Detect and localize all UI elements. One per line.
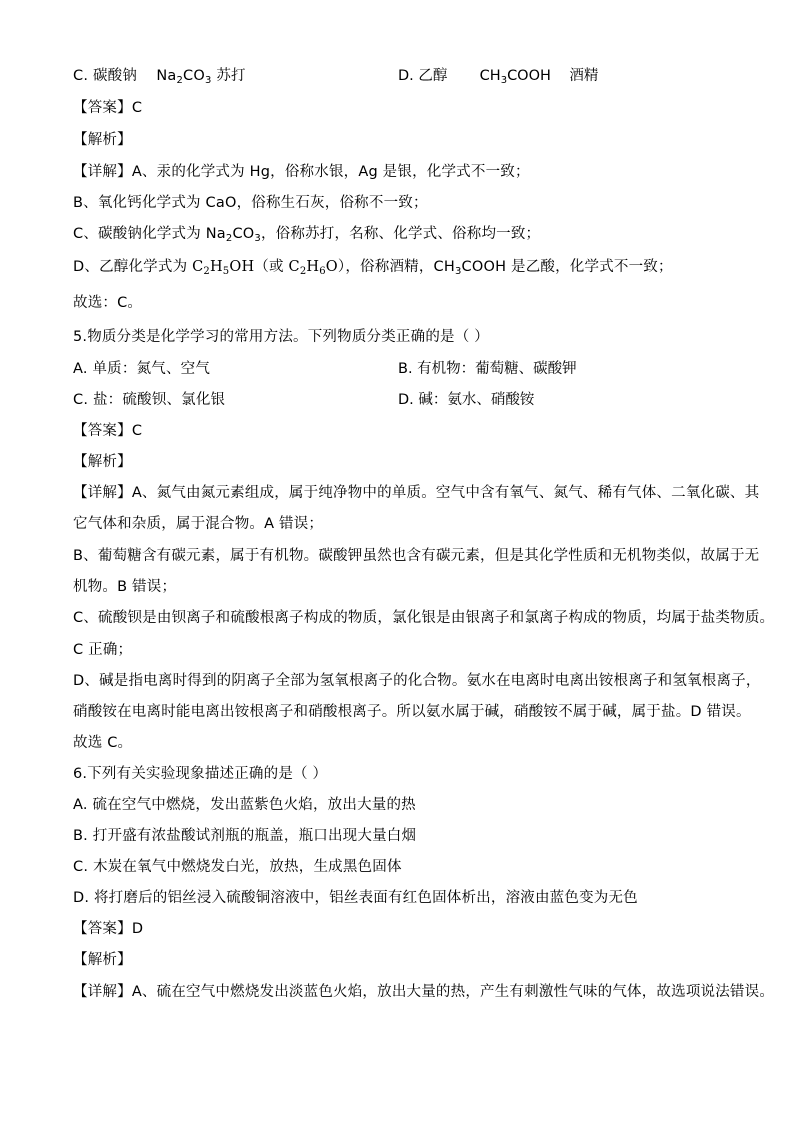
q4-answer: 【答案】C bbox=[73, 100, 143, 116]
q5-option-d: D. 碱：氨水、硝酸铵 bbox=[398, 392, 535, 408]
q4-detail-line-d: D、乙醇化学式为 $C_2H_5OH$（或 $C_2H_6O$），俗称酒精，$CH_3COOH$ 是乙酸，化学式不一致； bbox=[73, 259, 673, 277]
q6-option-b: B. 打开盛有浓盐酸试剂瓶的瓶盖，瓶口出现大量白烟 bbox=[73, 828, 417, 844]
q4-option-d: D. 乙醇 $CH_3COOH$ 酒精 bbox=[398, 68, 599, 86]
q5-detail-line-c2: C 正确； bbox=[73, 642, 133, 658]
q4-conclusion: 故选：C。 bbox=[73, 295, 143, 311]
q5-conclusion: 故选 C。 bbox=[73, 735, 133, 751]
q5-option-a: A. 单质：氮气、空气 bbox=[73, 361, 211, 377]
q4-detail-line-c: C、碳酸钠化学式为 $Na_2CO_3$，俗称苏打，名称、化学式、俗称均一致； bbox=[73, 226, 541, 244]
q6-stem: 6.下列有关实验现象描述正确的是（ ） bbox=[73, 766, 328, 782]
q5-detail-line-d1: D、碱是指电离时得到的阴离子全部为氢氧根离子的化合物。氨水在电离时电离出铵根离子和氢氧根离子， bbox=[73, 673, 761, 689]
q6-option-d: D. 将打磨后的铝丝浸入硫酸铜溶液中，铝丝表面有红色固体析出，溶液由蓝色变为无色 bbox=[73, 890, 638, 906]
q5-analysis-heading: 【解析】 bbox=[73, 454, 132, 470]
q5-detail-line-a1: 【详解】A、氮气由氮元素组成，属于纯净物中的单质。空气中含有氧气、氮气、稀有气体、二氧化碳、其 bbox=[73, 485, 760, 501]
q5-answer: 【答案】C bbox=[73, 423, 143, 439]
q5-detail-line-d2: 硝酸铵在电离时能电离出铵根离子和硝酸根离子。所以氨水属于碱，硝酸铵不属于碱，属于盐。D 错误。 bbox=[73, 704, 751, 720]
q4-option-c: C. 碳酸钠 $Na_2CO_3$ 苏打 bbox=[73, 68, 246, 86]
q5-detail-line-b2: 机物。B 错误； bbox=[73, 579, 177, 595]
q5-option-c: C. 盐：硫酸钡、氯化银 bbox=[73, 392, 226, 408]
q5-detail-line-b1: B、葡萄糖含有碳元素，属于有机物。碳酸钾虽然也含有碳元素，但是其化学性质和无机物类似，故属于无 bbox=[73, 548, 760, 564]
q6-option-c: C. 木炭在氧气中燃烧发白光，放热，生成黑色固体 bbox=[73, 859, 402, 875]
q5-detail-line-c1: C、硫酸钡是由钡离子和硫酸根离子构成的物质，氯化银是由银离子和氯离子构成的物质，均属于盐类物质。 bbox=[73, 610, 775, 626]
q4-option-d-formula: $CH_3COOH$ bbox=[479, 68, 551, 86]
q4-detail-line-b: B、氧化钙化学式为 CaO，俗称生石灰，俗称不一致； bbox=[73, 195, 428, 211]
q5-option-b: B. 有机物：葡萄糖、碳酸钾 bbox=[398, 361, 577, 377]
q6-detail-line-a: 【详解】A、硫在空气中燃烧发出淡蓝色火焰，放出大量的热，产生有刺激性气味的气体，故选项说法错误。 bbox=[73, 984, 775, 1000]
q4-detail-line-a: 【详解】A、汞的化学式为 Hg，俗称水银，Ag 是银，化学式不一致； bbox=[73, 164, 530, 180]
q4-analysis-heading: 【解析】 bbox=[73, 132, 132, 148]
q6-option-a: A. 硫在空气中燃烧，发出蓝紫色火焰，放出大量的热 bbox=[73, 797, 416, 813]
q6-answer: 【答案】D bbox=[73, 921, 144, 937]
q5-stem: 5.物质分类是化学学习的常用方法。下列物质分类正确的是（ ） bbox=[73, 329, 489, 345]
q5-detail-line-a2: 它气体和杂质，属于混合物。A 错误； bbox=[73, 516, 324, 532]
q6-analysis-heading: 【解析】 bbox=[73, 952, 132, 968]
